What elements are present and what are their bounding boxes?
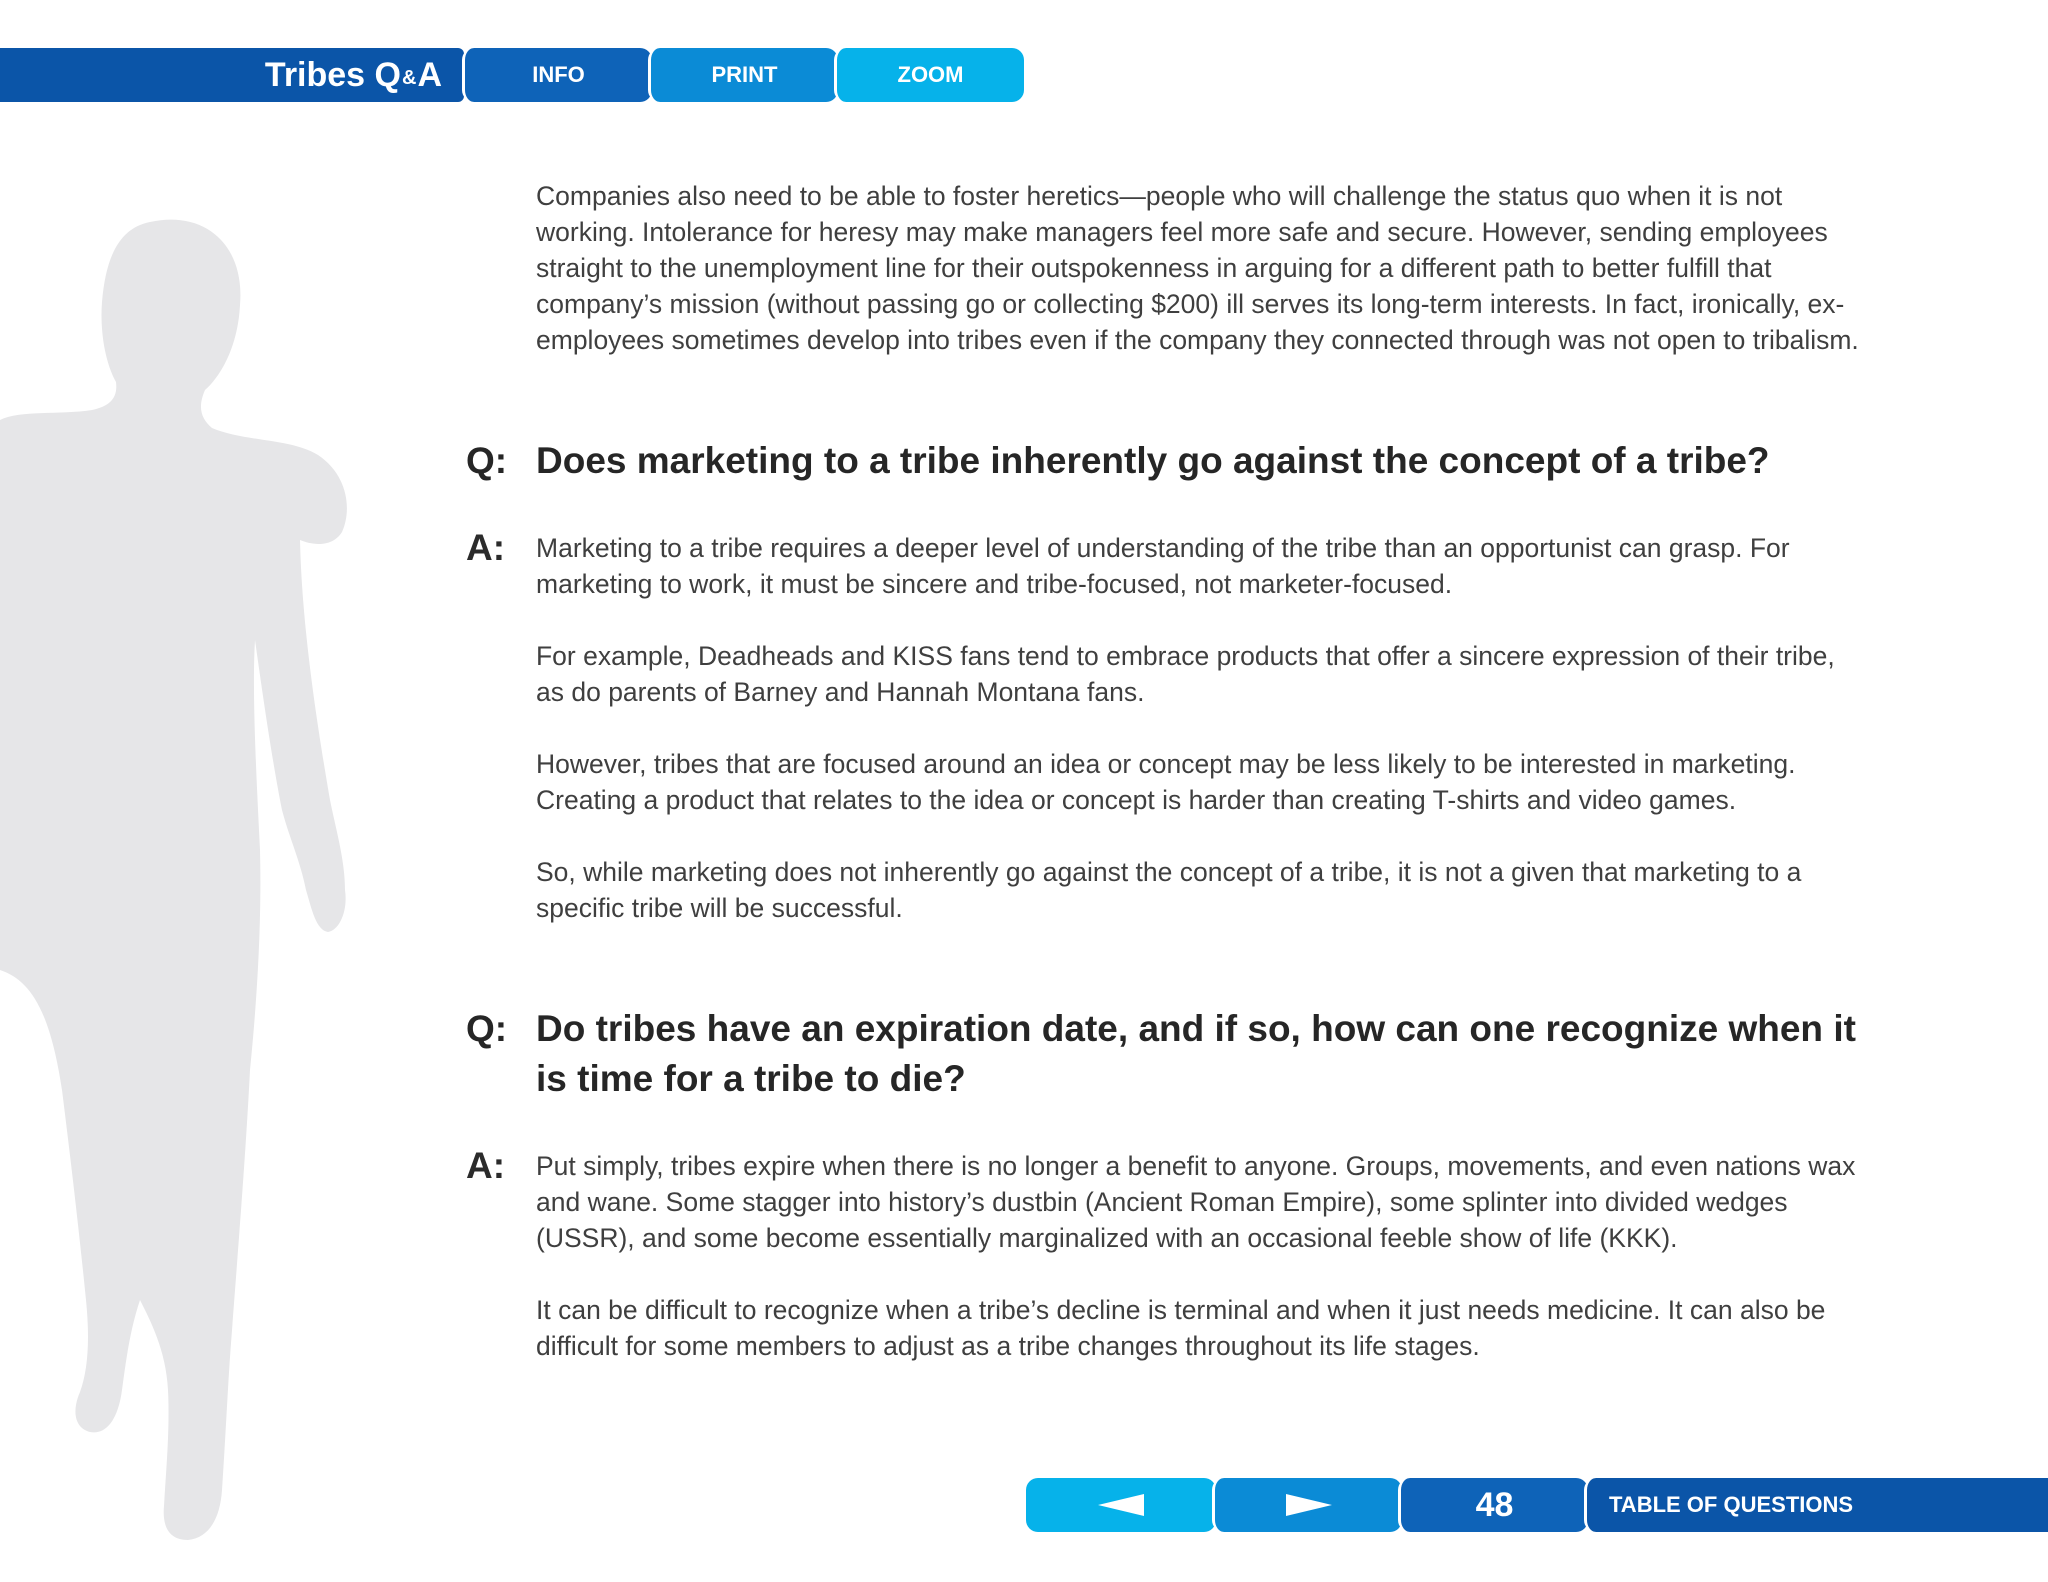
- question-block: [466, 436, 1866, 486]
- zoom-button[interactable]: ZOOM: [834, 48, 1024, 102]
- person-silhouette-image: [0, 210, 360, 1560]
- brand-title-end: A: [417, 55, 442, 94]
- arrow-right-icon: [1286, 1494, 1332, 1516]
- answer-paragraph: So, while marketing does not inherently go against the concept of a tribe, it is not a given that marketing to a specific tribe will be successful.: [536, 857, 1802, 923]
- answer-paragraph: However, tribes that are focused around an idea or concept may be less likely to be interested in marketing. Creating a product that relates to the idea or concept is harder than creating T-shirts and video games.: [536, 749, 1796, 815]
- previous-page-button[interactable]: [1026, 1478, 1216, 1532]
- brand-title: [0, 48, 464, 102]
- top-nav: [0, 48, 1024, 102]
- answer-paragraph: For example, Deadheads and KISS fans tend to embrace products that offer a sincere expression of their tribe, as do parents of Barney and Hannah Montana fans.: [536, 641, 1835, 707]
- question-text: Does marketing to a tribe inherently go against the concept of a tribe?: [536, 440, 1770, 481]
- answer-body: [536, 530, 1866, 926]
- bottom-nav: [1026, 1478, 2048, 1532]
- brand-title-amp: &: [401, 66, 417, 89]
- arrow-left-icon: [1098, 1494, 1144, 1516]
- answer-block: [466, 1145, 1866, 1364]
- print-button[interactable]: PRINT: [648, 48, 838, 102]
- question-block: [466, 1004, 1866, 1104]
- answer-label: A:: [466, 527, 506, 568]
- table-of-questions-button[interactable]: TABLE OF QUESTIONS: [1584, 1478, 2048, 1532]
- next-page-button[interactable]: [1212, 1478, 1402, 1532]
- answer-block: [466, 527, 1866, 926]
- content-area: [466, 178, 1866, 1364]
- question-text: Do tribes have an expiration date, and if so, how can one recognize when it is time for a tribe to die?: [536, 1008, 1856, 1099]
- answer-paragraph: Marketing to a tribe requires a deeper level of understanding of the tribe than an opportunist can grasp. For marketing to work, it must be sincere and tribe-focused, not marketer-focused.: [536, 533, 1790, 599]
- answer-body: [536, 1148, 1866, 1364]
- answer-label: A:: [466, 1145, 506, 1186]
- brand-title-main: Tribes Q: [264, 55, 401, 94]
- answer-paragraph: Put simply, tribes expire when there is no longer a benefit to anyone. Groups, movements, and even nations wax and wane. Some stagger into history’s dustbin (Ancient Roman Empire), some splinter into divided wedges (USSR), and some become essentially marginalized with an occasional feeble show of life (KKK).: [536, 1151, 1856, 1253]
- page-number: 48: [1398, 1478, 1588, 1532]
- question-label: Q:: [466, 1008, 508, 1049]
- intro-paragraph: Companies also need to be able to foster heretics—people who will challenge the status quo when it is not working. Intolerance for heresy may make managers feel more safe and secure. However, sending employees straight to the unemployment line for their outspokenness in arguing for a different path to better fulfill that company’s mission (without passing go or collecting $200) ill serves its long-term interests. In fact, ironically, ex-employees sometimes develop into tribes even if the company they connected through was not open to tribalism.: [536, 181, 1859, 355]
- answer-paragraph: It can be difficult to recognize when a tribe’s decline is terminal and when it just needs medicine. It can also be difficult for some members to adjust as a tribe changes throughout its life stages.: [536, 1295, 1826, 1361]
- info-button[interactable]: INFO: [462, 48, 652, 102]
- question-label: Q:: [466, 440, 508, 481]
